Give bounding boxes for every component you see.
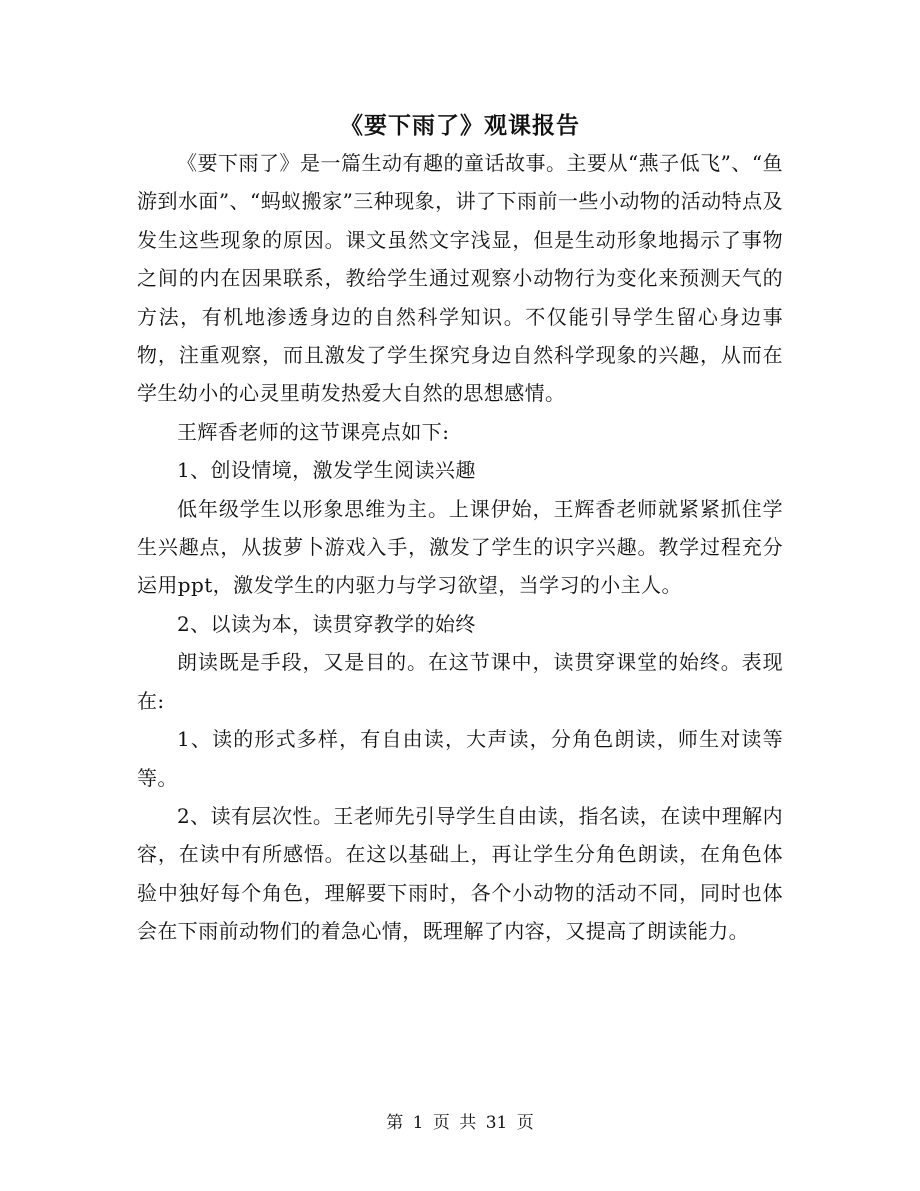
paragraph-point-1: 低年级学生以形象思维为主。上课伊始，王辉香老师就紧紧抓住学生兴趣点，从拔萝卜游戏入手，激发了学生的识字兴趣。教学过程充分运用ppt，激发学生的内驱力与学习欲望，当学习的小主人。 <box>137 496 783 598</box>
document-body <box>137 144 783 951</box>
document-title: 《要下雨了》观课报告 <box>340 112 580 139</box>
paragraph-highlights-lead: 王辉香老师的这节课亮点如下: <box>177 419 450 444</box>
paragraph-intro: 《要下雨了》是一篇生动有趣的童话故事。主要从“燕子低飞”、“鱼游到水面”、“蚂蚁搬家”三种现象，讲了下雨前一些小动物的活动特点及发生这些现象的原因。课文虽然文字浅显，但是生动形象地揭示了事物之间的内在因果联系，教给学生通过观察小动物行为变化来预测天气的方法，有机地渗透身边的自然科学知识。不仅能引导学生留心身边事物，注重观察，而且激发了学生探究身边自然科学现象的兴趣，从而在学生幼小的心灵里萌发热爱大自然的思想感情。 <box>137 151 783 406</box>
paragraph-point-2: 朗读既是手段，又是目的。在这节课中，读贯穿课堂的始终。表现在: <box>137 650 783 713</box>
subpoint-2: 2、读有层次性。王老师先引导学生自由读，指名读，在读中理解内容，在读中有所感悟。在这以基础上，再让学生分角色朗读，在角色体验中独好每个角色，理解要下雨时，各个小动物的活动不同，同时也体会在下雨前动物们的着急心情，既理解了内容，又提高了朗读能力。 <box>137 803 783 944</box>
heading-point-2: 2、以读为本，读贯穿教学的始终 <box>177 611 476 636</box>
subpoint-1: 1、读的形式多样，有自由读，大声读，分角色朗读，师生对读等等。 <box>137 727 783 790</box>
page-number: 第 1 页 共 31 页 <box>386 1113 534 1133</box>
heading-point-1: 1、创设情境，激发学生阅读兴趣 <box>177 458 476 483</box>
